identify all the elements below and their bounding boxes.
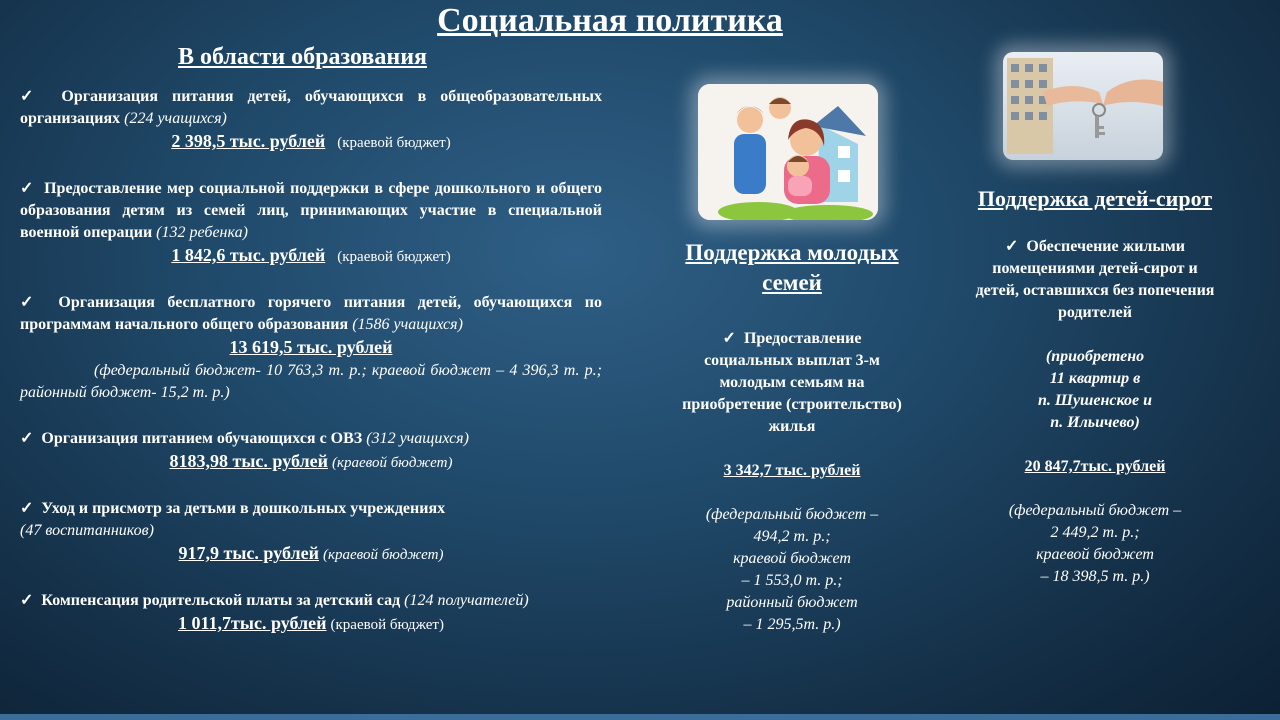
education-item-food	[20, 86, 602, 154]
young-families-budget-line: – 1 295,5т. р.)	[743, 616, 841, 633]
orphans-purchase-line: п. Ильичево)	[1050, 414, 1140, 431]
check-icon: ✓	[20, 500, 34, 517]
orphans-budget-line: (федеральный бюджет –	[1008, 502, 1182, 519]
young-families-amount: 3 342,7 тыс. рублей	[723, 462, 861, 479]
young-families-budget-line: – 1 553,0 т. р.;	[741, 572, 843, 589]
young-families-budget-line: районный бюджет	[726, 594, 858, 611]
education-item-svo-support	[20, 178, 602, 268]
item-title: Организация питанием обучающихся с ОВЗ	[41, 430, 363, 447]
item-amount: 8183,98 тыс. рублей	[169, 451, 328, 471]
orphans-heading: Поддержка детей-сирот	[977, 186, 1213, 211]
check-icon: ✓	[20, 180, 35, 197]
footer-bar	[0, 714, 1280, 720]
item-amount: 2 398,5 тыс. рублей	[171, 131, 326, 151]
orphans-budget-line: 2 449,2 т. р.;	[1050, 524, 1140, 541]
item-amount: 1 011,7тыс. рублей	[178, 613, 327, 633]
item-budget: (краевой бюджет)	[330, 617, 444, 633]
item-note: (312 учащихся)	[366, 430, 469, 447]
item-budget: (краевой бюджет)	[337, 135, 451, 151]
item-amount: 917,9 тыс. рублей	[178, 543, 319, 563]
check-icon: ✓	[20, 592, 34, 609]
item-note: (224 учащихся)	[124, 110, 227, 127]
item-title: Предоставление мер социальной поддержки в сфере дошкольного и общего образования детям из семей лиц, принимающих участие в специальной военной операции	[20, 180, 603, 241]
item-title: Компенсация родительской платы за детский сад	[41, 592, 401, 609]
item-note: (1586 учащихся)	[352, 316, 463, 333]
orphans-column	[945, 184, 1245, 588]
item-title: Организация бесплатного горячего питания детей, обучающихся по программам начального общего образования	[20, 294, 602, 333]
check-icon: ✓	[722, 330, 736, 347]
item-amount: 13 619,5 тыс. рублей	[229, 337, 393, 357]
orphans-budget-line: краевой бюджет	[1036, 546, 1154, 563]
item-title: Уход и присмотр за детьми в дошкольных учреждениях	[41, 500, 446, 517]
orphans-budget-line: – 18 398,5 т. р.)	[1040, 568, 1150, 585]
check-icon: ✓	[20, 430, 34, 447]
item-budget: (краевой бюджет)	[337, 249, 451, 265]
education-item-hot-meals	[20, 292, 602, 404]
item-note: (132 ребенка)	[156, 224, 248, 241]
education-item-preschool-care	[20, 498, 602, 566]
orphans-purchase-line: 11 квартир в	[1049, 370, 1141, 387]
young-families-budget-line: краевой бюджет	[733, 550, 851, 567]
keys-house-photo	[1003, 52, 1163, 160]
orphans-purchase-line: (приобретено	[1045, 348, 1145, 365]
item-budget: (краевой бюджет)	[331, 455, 453, 471]
item-amount: 1 842,6 тыс. рублей	[171, 245, 326, 265]
education-item-ovz	[20, 428, 602, 474]
family-illustration	[698, 84, 878, 220]
education-heading: В области образования	[178, 44, 427, 70]
young-families-column	[682, 238, 902, 636]
orphans-purchase-line: п. Шушенское и	[1038, 392, 1152, 409]
orphans-text: Обеспечение жилыми помещениями детей-сирот и детей, оставшихся без попечения родителей	[975, 238, 1215, 321]
young-families-budget-line: 494,2 т. р.;	[753, 528, 831, 545]
education-column	[20, 86, 602, 636]
slide-title: Социальная политика	[437, 2, 783, 39]
check-icon: ✓	[20, 294, 42, 311]
item-budget: (краевой бюджет)	[322, 547, 444, 563]
item-note: (124 получателей)	[404, 592, 529, 609]
orphans-amount: 20 847,7тыс. рублей	[1024, 458, 1166, 475]
young-families-budget-line: (федеральный бюджет –	[705, 506, 879, 523]
item-title: Организация питания детей, обучающихся в общеобразовательных организациях	[20, 88, 603, 127]
check-icon: ✓	[1004, 238, 1019, 255]
item-note: (47 воспитанников)	[20, 522, 154, 539]
item-budget: (федеральный бюджет- 10 763,3 т. р.; краевой бюджет – 4 396,3 т. р.; районный бюджет- 15,2 т. р.)	[20, 362, 602, 401]
check-icon: ✓	[20, 88, 44, 105]
young-families-text: Предоставление социальных выплат 3-м молодым семьям на приобретение (строительство) жилья	[682, 330, 902, 435]
education-item-kindergarten-compensation	[20, 590, 602, 636]
young-families-heading: Поддержка молодых семей	[685, 240, 899, 295]
